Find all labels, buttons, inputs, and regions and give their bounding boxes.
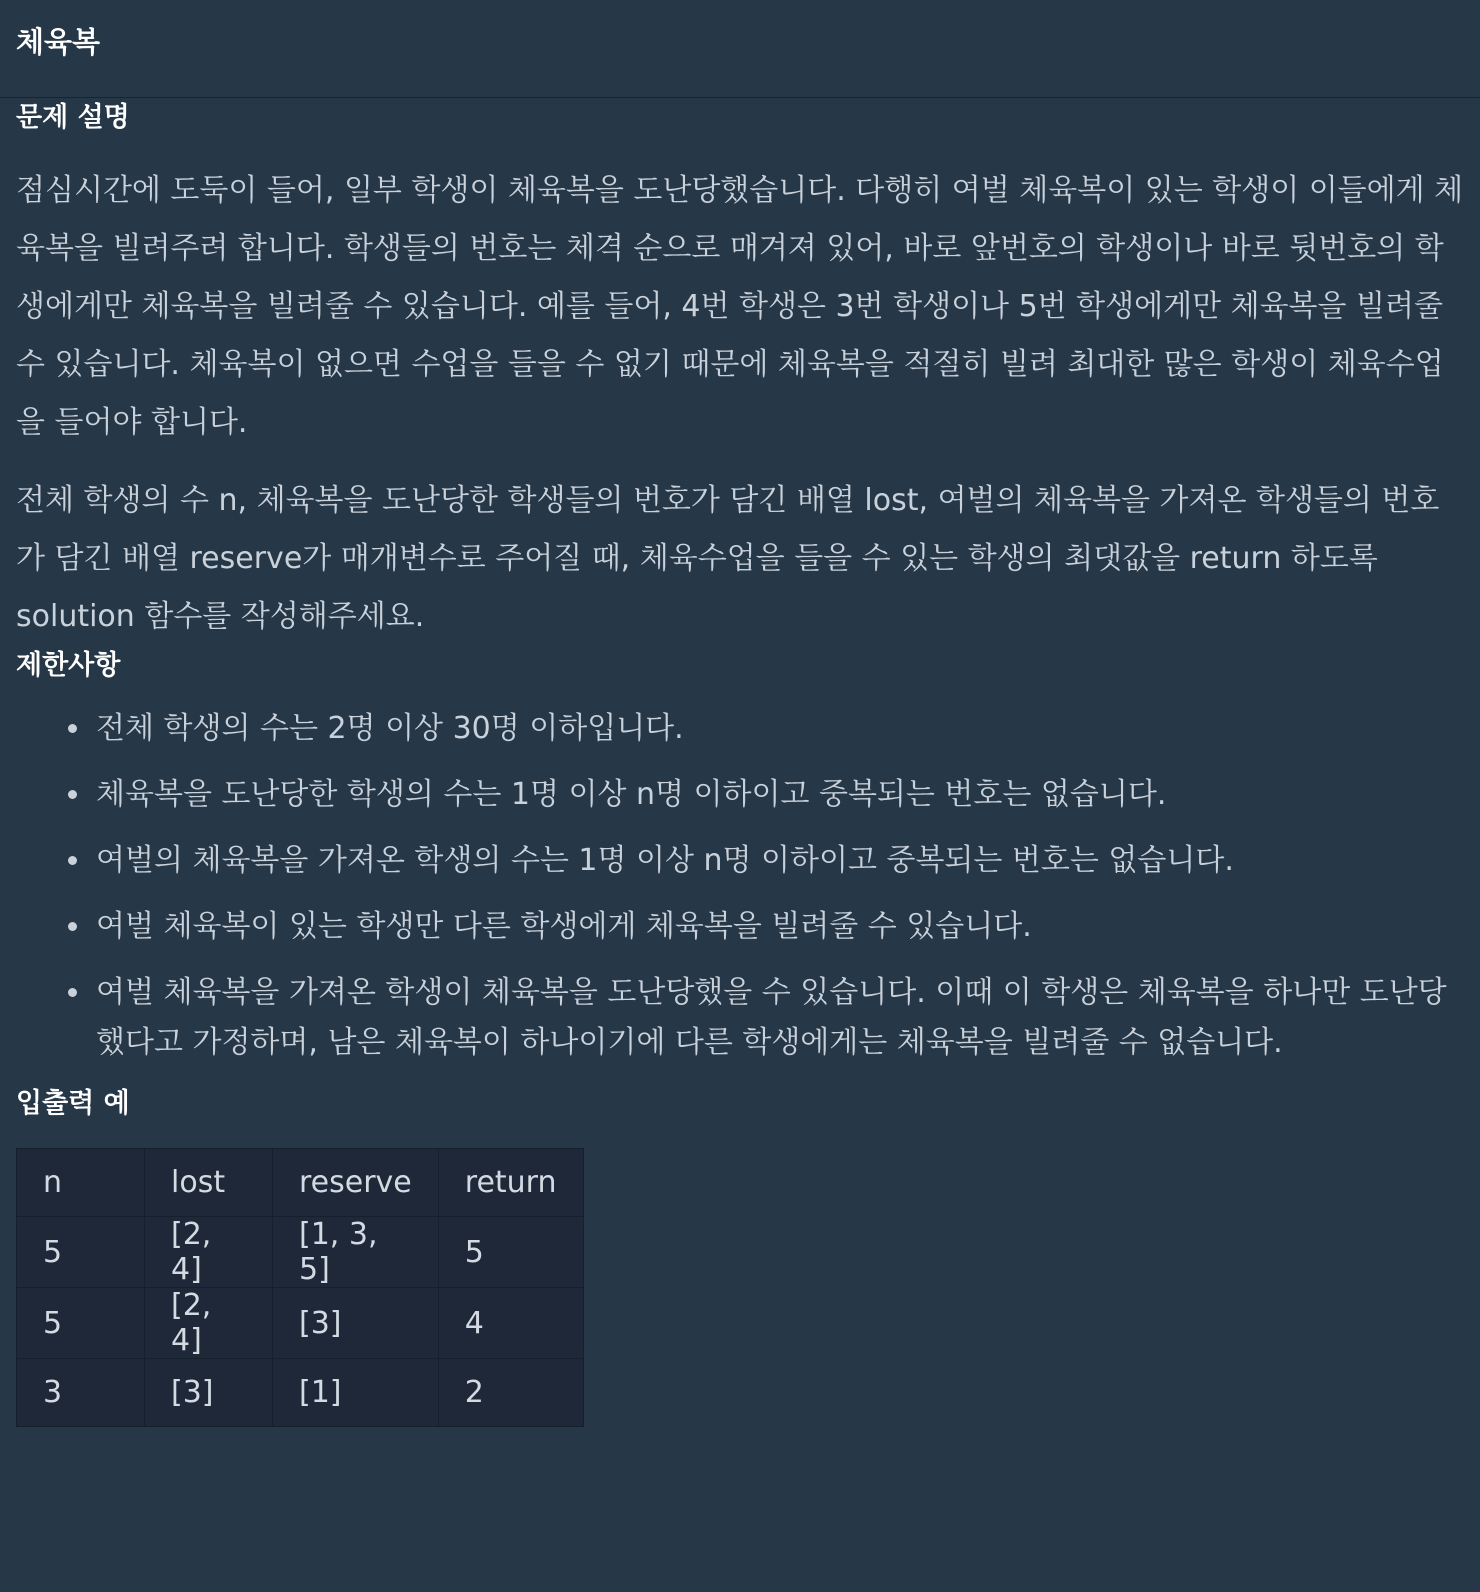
bullet-icon	[68, 790, 77, 799]
table-cell: 5	[17, 1217, 145, 1288]
paragraph-line: 생에게만 체육복을 빌려줄 수 있습니다. 예를 들어, 4번 학생은 3번 학생이나 5번 학생에게만 체육복을 빌려줄	[16, 289, 1443, 324]
list-item-text: 했다고 가정하며, 남은 체육복이 하나이기에 다른 학생에게는 체육복을 빌려줄 수 없습니다.	[96, 1025, 1283, 1060]
table-row	[17, 1359, 584, 1427]
list-item-text: 전체 학생의 수는 2명 이상 30명 이하입니다.	[96, 711, 684, 746]
problem-content	[0, 98, 1480, 1427]
list-item-text: 여벌의 체육복을 가져온 학생의 수는 1명 이상 n명 이하이고 중복되는 번호는 없습니다.	[96, 843, 1234, 878]
list-item	[74, 836, 1464, 886]
paragraph-line: 수 있습니다. 체육복이 없으면 수업을 들을 수 없기 때문에 체육복을 적절히 빌려 최대한 많은 학생이 체육수업	[16, 347, 1444, 382]
paragraph-line: 전체 학생의 수 n, 체육복을 도난당한 학생들의 번호가 담긴 배열 lost, 여벌의 체육복을 가져온 학생들의 번호	[16, 483, 1440, 518]
list-item-text: 여벌 체육복이 있는 학생만 다른 학생에게 체육복을 빌려줄 수 있습니다.	[96, 909, 1032, 944]
table-cell: 3	[17, 1359, 145, 1427]
description-paragraph-1	[16, 162, 1464, 452]
list-item	[74, 770, 1464, 820]
table-row	[17, 1217, 584, 1288]
page-title: 체육복	[16, 25, 101, 59]
table-cell: [3]	[145, 1359, 273, 1427]
column-header: n	[17, 1149, 145, 1217]
table-cell: 2	[438, 1359, 583, 1427]
paragraph-line: solution 함수를 작성해주세요.	[16, 599, 425, 634]
examples-heading: 입출력 예	[16, 1088, 130, 1119]
title-bar	[0, 0, 1480, 98]
list-item-text: 여벌 체육복을 가져온 학생이 체육복을 도난당했을 수 있습니다. 이때 이 학생은 체육복을 하나만 도난당	[96, 975, 1447, 1010]
list-item-text: 체육복을 도난당한 학생의 수는 1명 이상 n명 이하이고 중복되는 번호는 없습니다.	[96, 777, 1167, 812]
list-item	[74, 902, 1464, 952]
paragraph-line: 을 들어야 합니다.	[16, 405, 248, 440]
table-cell: [2, 4]	[145, 1217, 273, 1288]
paragraph-line: 육복을 빌려주려 합니다. 학생들의 번호는 체격 순으로 매겨져 있어, 바로 앞번호의 학생이나 바로 뒷번호의 학	[16, 231, 1444, 266]
table-cell: 4	[438, 1288, 583, 1359]
bullet-icon	[68, 922, 77, 931]
list-item	[74, 968, 1464, 1068]
table-cell: 5	[438, 1217, 583, 1288]
bullet-icon	[68, 724, 77, 733]
table-header-row	[17, 1149, 584, 1217]
table-cell: [3]	[273, 1288, 439, 1359]
examples-table	[16, 1148, 584, 1427]
bullet-icon	[68, 988, 77, 997]
paragraph-line: 점심시간에 도둑이 들어, 일부 학생이 체육복을 도난당했습니다. 다행히 여벌 체육복이 있는 학생이 이들에게 체	[16, 173, 1464, 208]
table-cell: [1, 3, 5]	[273, 1217, 439, 1288]
table-cell: [2, 4]	[145, 1288, 273, 1359]
description-heading: 문제 설명	[16, 102, 130, 133]
list-item	[74, 704, 1464, 754]
bullet-icon	[68, 856, 77, 865]
table-cell: 5	[17, 1288, 145, 1359]
table-cell: [1]	[273, 1359, 439, 1427]
constraints-list	[16, 704, 1464, 1068]
constraints-heading: 제한사항	[16, 650, 121, 681]
column-header: lost	[145, 1149, 273, 1217]
description-paragraph-2	[16, 472, 1464, 646]
table-row	[17, 1288, 584, 1359]
paragraph-line: 가 담긴 배열 reserve가 매개변수로 주어질 때, 체육수업을 들을 수 있는 학생의 최댓값을 return 하도록	[16, 541, 1378, 576]
column-header: reserve	[273, 1149, 439, 1217]
column-header: return	[438, 1149, 583, 1217]
